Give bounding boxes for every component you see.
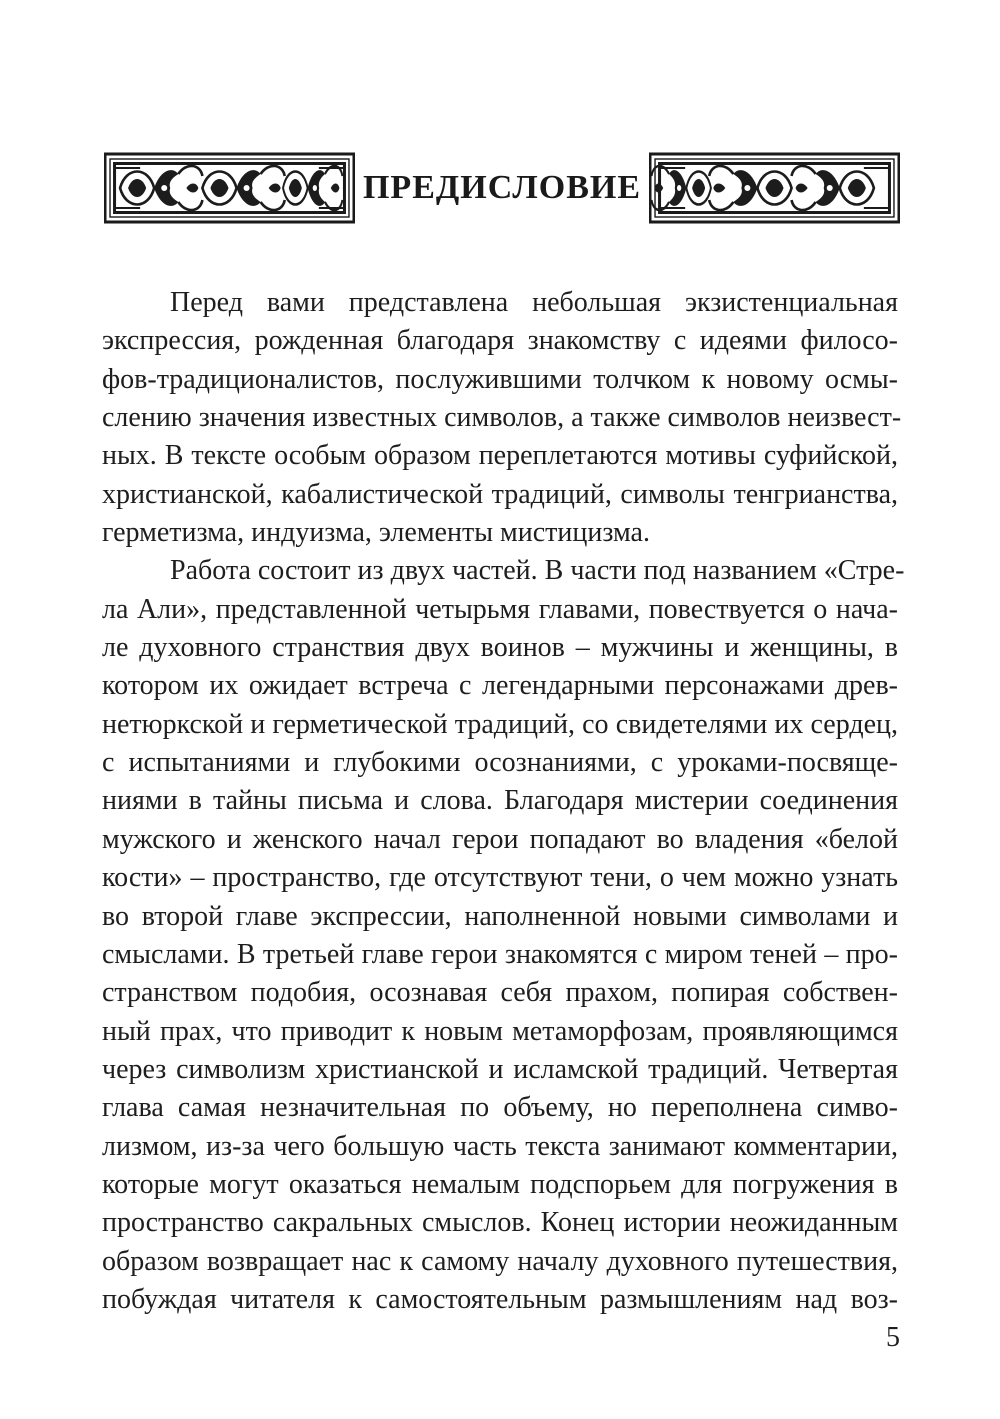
- right-ornament-icon: [649, 152, 900, 224]
- preface-text: [102, 284, 905, 1319]
- text-line: которые могут оказаться немалым подспорьем для погружения в: [102, 1168, 898, 1200]
- text-line: во второй главе экспрессии, наполненной новыми символами и: [102, 900, 898, 932]
- text-line: христианской, кабалистической традиций, символы тенгрианства,: [102, 478, 898, 510]
- text-line: Работа состоит из двух частей. В части под названием «Стре-: [170, 555, 905, 587]
- text-line: экспрессия, рожденная благодаря знакомству с идеями филосо-: [102, 325, 898, 357]
- text-line: мужского и женского начал герои попадают во владения «белой: [102, 823, 898, 855]
- chapter-header: [104, 152, 896, 224]
- text-line: побуждая читателя к самостоятельным размышлениям над воз-: [102, 1283, 898, 1315]
- text-line: слению значения известных символов, а также символов неизвест-: [102, 402, 902, 434]
- text-line: нетюркской и герметической традиций, со свидетелями их сердец,: [102, 708, 898, 740]
- text-line: с испытаниями и глубокими осознаниями, с уроками-посвяще-: [102, 747, 898, 779]
- text-line: пространство сакральных смыслов. Конец истории неожиданным: [102, 1207, 898, 1239]
- text-line: ле духовного странствия двух воинов – мужчины и женщины, в: [102, 632, 898, 664]
- text-line: через символизм христианской и исламской традиций. Четвертая: [102, 1053, 898, 1085]
- left-ornament-icon: [104, 152, 355, 224]
- text-line: ных. В тексте особым образом переплетаются мотивы суфийской,: [102, 440, 898, 472]
- text-line: Перед вами представлена небольшая экзистенциальная: [170, 287, 898, 318]
- text-line: герметизма, индуизма, элементы мистицизма.: [102, 517, 650, 549]
- text-line: котором их ожидает встреча с легендарными персонажами древ-: [102, 670, 898, 702]
- text-line: кости» – пространство, где отсутствуют тени, о чем можно узнать: [102, 862, 898, 894]
- text-line: образом возвращает нас к самому началу духовного путешествия,: [102, 1245, 898, 1277]
- page-title: ПРЕДИСЛОВИЕ: [362, 169, 642, 206]
- paragraph: [102, 284, 902, 552]
- text-line: лизмом, из-за чего большую часть текста занимают комментарии,: [102, 1130, 898, 1162]
- text-line: ла Али», представленной четырьмя главами, повествуется о нача-: [102, 593, 898, 625]
- paragraph: [102, 552, 905, 1319]
- page-number: 5: [886, 1322, 900, 1353]
- text-line: ниями в тайны письма и слова. Благодаря мистерии соединения: [102, 785, 898, 817]
- text-line: странством подобия, осознавая себя прахом, попирая собствен-: [102, 977, 898, 1009]
- text-line: фов-традиционалистов, послужившими толчком к новому осмы-: [102, 363, 898, 395]
- text-line: глава самая незначительная по объему, но переполнена симво-: [102, 1092, 898, 1124]
- text-line: смыслами. В третьей главе герои знакомятся с миром теней – про-: [102, 938, 898, 970]
- text-line: ный прах, что приводит к новым метаморфозам, проявляющимся: [102, 1015, 898, 1047]
